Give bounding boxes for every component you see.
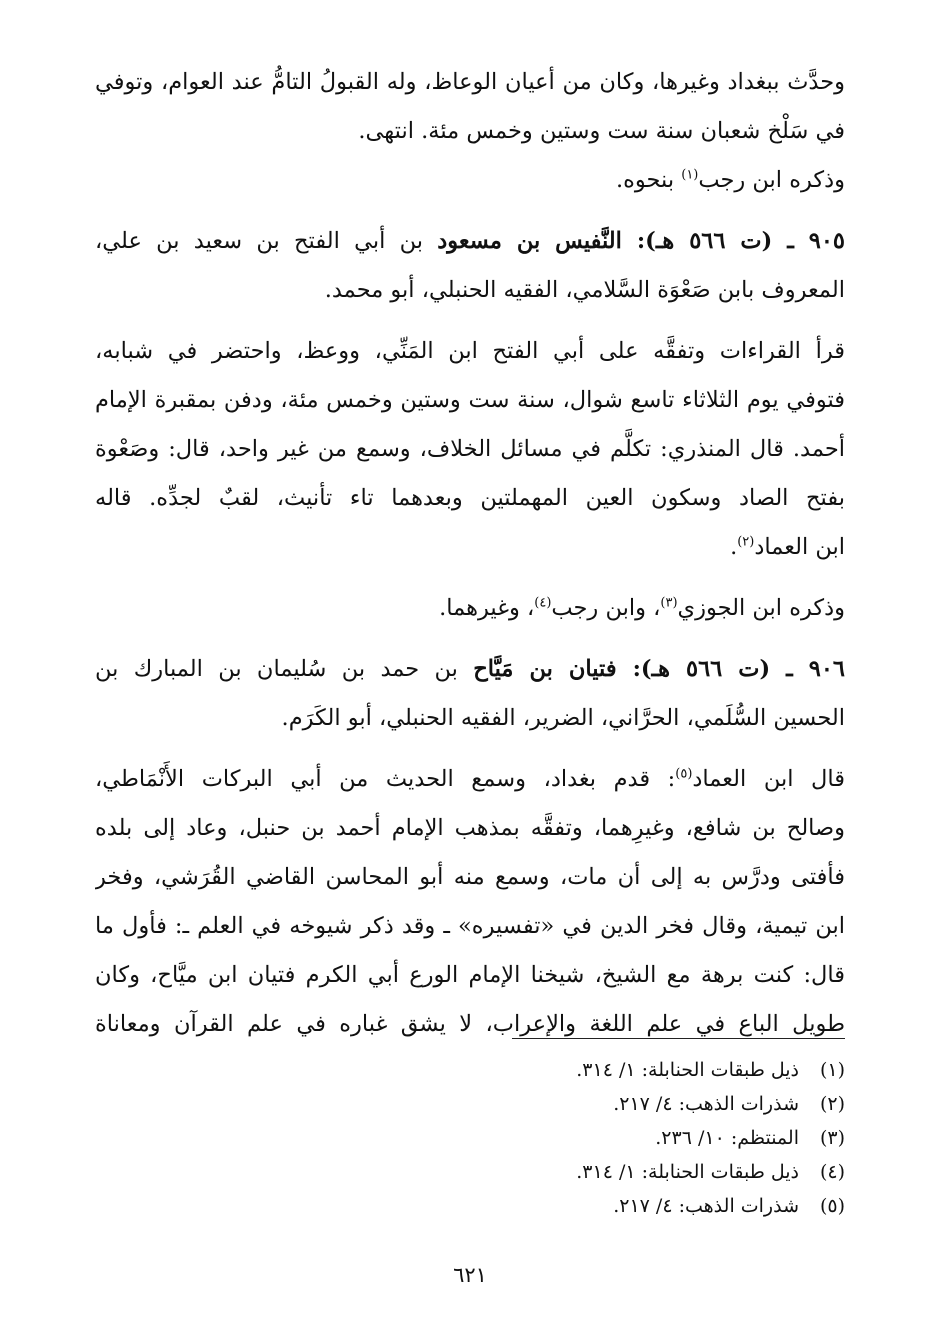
text-line: الحسين السُّلَمي، الحرَّاني، الضرير، الفقيه الحنبلي، أبو الكَرَم. bbox=[281, 705, 845, 731]
entry-lineage: بن أبي الفتح بن سعيد بن علي، bbox=[95, 228, 438, 254]
footnote-divider bbox=[512, 1038, 845, 1039]
footnote-number: (١) bbox=[819, 1059, 845, 1081]
paragraph-2 bbox=[95, 156, 845, 205]
text-span: وذكره ابن رجب bbox=[698, 167, 845, 193]
paragraph-1 bbox=[95, 58, 845, 156]
footnote-number: (٣) bbox=[819, 1127, 845, 1149]
text-line bbox=[95, 584, 845, 633]
text-span: بنحوه. bbox=[615, 167, 682, 193]
footnote bbox=[145, 1155, 845, 1189]
text-span: قال ابن العماد bbox=[692, 766, 845, 792]
entry-905 bbox=[95, 217, 845, 315]
entry-lineage: بن حمد بن سُليمان بن المبارك بن bbox=[95, 656, 474, 682]
footnote bbox=[145, 1053, 845, 1087]
text-line: أحمد. قال المنذري: تكلَّم في مسائل الخلاف، وسمع من غير واحد، قال: وصَعْوة bbox=[95, 436, 845, 462]
page-number: ٦٢١ bbox=[453, 1263, 487, 1287]
paragraph-5 bbox=[95, 755, 845, 1049]
text-span: وذكره ابن الجوزي bbox=[677, 595, 845, 621]
footnote-ref[interactable]: (٢) bbox=[737, 534, 755, 550]
footnote-text: شذرات الذهب: ٤/ ٢١٧. bbox=[613, 1195, 799, 1217]
text-line bbox=[95, 156, 845, 205]
text-line: وصالح بن شافع، وغيرِهما، وتفقَّه بمذهب الإمام أحمد بن حنبل، وعاد إلى بلده bbox=[95, 815, 845, 841]
text-line: المعروف بابن صَعْوَة السَّلامي، الفقيه الحنبلي، أبو محمد. bbox=[324, 277, 845, 303]
entry-number: ٩٠٥ ـ (ت ٥٦٦ هـ): bbox=[621, 228, 845, 254]
footnote-text: ذيل طبقات الحنابلة: ١/ ٣١٤. bbox=[576, 1161, 799, 1183]
footnote-ref[interactable]: (٤) bbox=[534, 595, 552, 611]
text-line bbox=[95, 755, 845, 804]
text-line: قال: كنت برهة مع الشيخ، شيخنا الإمام الورع أبي الكرم فتيان ابن ميَّاح، وكان bbox=[95, 962, 845, 988]
text-line bbox=[95, 523, 845, 572]
footnote-ref[interactable]: (١) bbox=[681, 167, 699, 183]
footnote-text: ذيل طبقات الحنابلة: ١/ ٣١٤. bbox=[576, 1059, 799, 1081]
text-span: ابن العماد bbox=[754, 534, 845, 560]
text-line: قرأ القراءات وتفقَّه على أبي الفتح ابن المَنِّي، ووعظ، واحتضر في شبابه، bbox=[95, 338, 845, 364]
footnote-text: شذرات الذهب: ٤/ ٢١٧. bbox=[613, 1093, 799, 1115]
book-page bbox=[95, 58, 845, 1298]
text-line: فأفتى ودرَّس به إلى أن مات، وسمع منه أبو المحاسن القاضي القُرَشي، وفخر bbox=[95, 864, 845, 890]
entry-name: فتيان بن مَيَّاح bbox=[473, 656, 617, 682]
paragraph-4 bbox=[95, 584, 845, 633]
text-line: طويل الباع في علم اللغة والإعراب، لا يشق غباره في علم القرآن ومعاناة bbox=[95, 1011, 845, 1037]
text-line: فتوفي يوم الثلاثاء تاسع شوال، سنة ست وستين وخمس مئة، ودفن بمقبرة الإمام bbox=[95, 387, 845, 413]
text-line: وحدَّث ببغداد وغيرها، وكان من أعيان الوعاظ، وله القبولُ التامُّ عند العوام، وتوفي bbox=[95, 69, 845, 95]
text-span: ، وابن رجب bbox=[551, 595, 661, 621]
entry-heading-line bbox=[95, 217, 845, 266]
footnote bbox=[145, 1121, 845, 1155]
text-line: ابن تيمية، وقال فخر الدين في «تفسيره» ـ وقد ذكر شيوخه في العلم ـ: فأول ما bbox=[95, 913, 845, 939]
text-span: . bbox=[730, 534, 738, 560]
entry-name: النَّفيس بن مسعود bbox=[437, 228, 622, 254]
footnote bbox=[145, 1087, 845, 1121]
text-line: بفتح الصاد وسكون العين المهملتين وبعدهما تاء تأنيث، لقبٌ لجدِّه. قاله bbox=[95, 485, 845, 511]
footnote bbox=[145, 1189, 845, 1223]
entry-906 bbox=[95, 645, 845, 743]
footnote-number: (٤) bbox=[819, 1161, 845, 1183]
footnote-text: المنتظم: ١٠/ ٢٣٦. bbox=[655, 1127, 799, 1149]
footnotes bbox=[145, 1053, 845, 1223]
footnote-ref[interactable]: (٣) bbox=[660, 595, 678, 611]
entry-number: ٩٠٦ ـ (ت ٥٦٦ هـ): bbox=[616, 656, 845, 682]
footnote-number: (٢) bbox=[819, 1093, 845, 1115]
entry-heading-line bbox=[95, 645, 845, 694]
text-span: : قدم بغداد، وسمع الحديث من أبي البركات الأَنْمَاطي، bbox=[95, 766, 676, 792]
text-span: ، وغيرهما. bbox=[439, 595, 535, 621]
footnote-number: (٥) bbox=[819, 1195, 845, 1217]
paragraph-3 bbox=[95, 327, 845, 572]
footnote-ref[interactable]: (٥) bbox=[675, 766, 693, 782]
text-line: في سَلْخ شعبان سنة ست وستين وخمس مئة. انتهى. bbox=[358, 118, 845, 144]
